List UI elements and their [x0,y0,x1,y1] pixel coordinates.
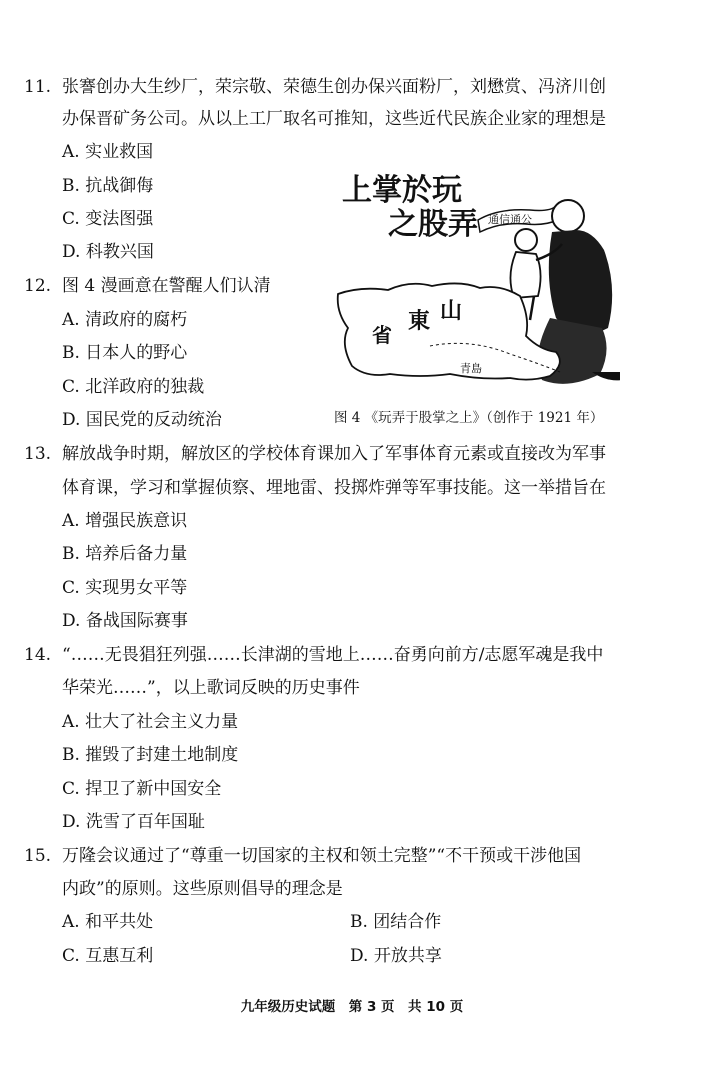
q11-number: 11. [24,77,52,97]
q14-option-c[interactable]: C. 捍卫了新中国安全 [62,779,222,799]
q13-option-b[interactable]: B. 培养后备力量 [62,544,188,564]
q11-stem-1: 张謇创办大生纱厂，荣宗敬、荣德生创办保兴面粉厂，刘懋赏、冯济川创 [62,77,606,97]
q15-stem-1: 万隆会议通过了“尊重一切国家的主权和领土完整”“不干预或干涉他国 [62,846,582,866]
large-figure-shoe [592,372,620,380]
q11-option-d[interactable]: D. 科教兴国 [62,242,154,262]
q11-stem-2: 办保晋矿务公司。从以上工厂取名可推知，这些近代民族企业家的理想是 [62,109,606,129]
q15-line-1 [24,845,581,867]
map-label-shan: 山 [440,298,463,324]
map-label-dong: 東 [408,308,431,334]
q15-number: 15. [24,846,52,866]
q12-option-c[interactable]: C. 北洋政府的独裁 [62,377,205,397]
q15-option-d[interactable]: D. 开放共享 [350,946,442,966]
q11-option-b[interactable]: B. 抗战御侮 [62,176,154,196]
q12-option-b[interactable]: B. 日本人的野心 [62,343,188,363]
cartoon-illustration [330,168,620,400]
q14-option-a[interactable]: A. 壮大了社会主义力量 [62,712,239,732]
q12-stem-1: 图 4 漫画意在警醒人们认清 [62,276,271,296]
cartoon-title-line-1: 上掌於玩 [342,173,462,208]
q13-option-d[interactable]: D. 备战国际赛事 [62,611,188,631]
q11-option-a[interactable]: A. 实业救国 [62,142,154,162]
banner-text: 通信通公 [488,213,532,226]
q12-number: 12. [24,276,52,296]
q15-stem-2: 内政”的原则。这些原则倡导的理念是 [62,879,343,899]
q14-number: 14. [24,645,52,665]
q12-option-d[interactable]: D. 国民党的反动统治 [62,410,222,430]
q13-option-a[interactable]: A. 增强民族意识 [62,511,188,531]
q14-option-d[interactable]: D. 洗雪了百年国耻 [62,812,205,832]
q13-stem-1: 解放战争时期，解放区的学校体育课加入了军事体育元素或直接改为军事 [62,444,606,464]
map-label-qingdao: 青島 [460,362,482,375]
q12-line-1 [24,275,271,297]
large-figure-head [552,200,584,232]
small-figure-head [515,229,537,251]
q12-option-a[interactable]: A. 清政府的腐朽 [62,310,188,330]
page-footer: 九年级历史试题 第 3 页 共 10 页 [240,999,464,1015]
q13-line-1 [24,443,606,465]
q11-option-c[interactable]: C. 变法图强 [62,209,154,229]
q13-stem-2: 体育课，学习和掌握侦察、埋地雷、投掷炸弹等军事技能。这一举措旨在 [62,478,606,498]
cartoon-title-line-2: 之股弄 [388,207,478,242]
q14-line-1 [24,644,603,666]
q15-option-c[interactable]: C. 互惠互利 [62,946,154,966]
q14-stem-2: 华荣光……”，以上歌词反映的历史事件 [62,678,360,698]
q13-option-c[interactable]: C. 实现男女平等 [62,578,188,598]
q14-option-b[interactable]: B. 摧毁了封建土地制度 [62,745,239,765]
q15-option-b[interactable]: B. 团结合作 [350,912,442,932]
map-label-sheng: 省 [372,323,392,347]
large-figure-robe [549,230,612,334]
q13-number: 13. [24,444,52,464]
q11-line-1 [24,76,606,98]
figure-caption: 图 4 《玩弄于股掌之上》（创作于 1921 年） [334,410,604,426]
q14-stem-1: “……无畏猖狂列强……长津湖的雪地上……奋勇向前方/志愿军魂是我中 [62,645,604,665]
q15-option-a[interactable]: A. 和平共处 [62,912,154,932]
